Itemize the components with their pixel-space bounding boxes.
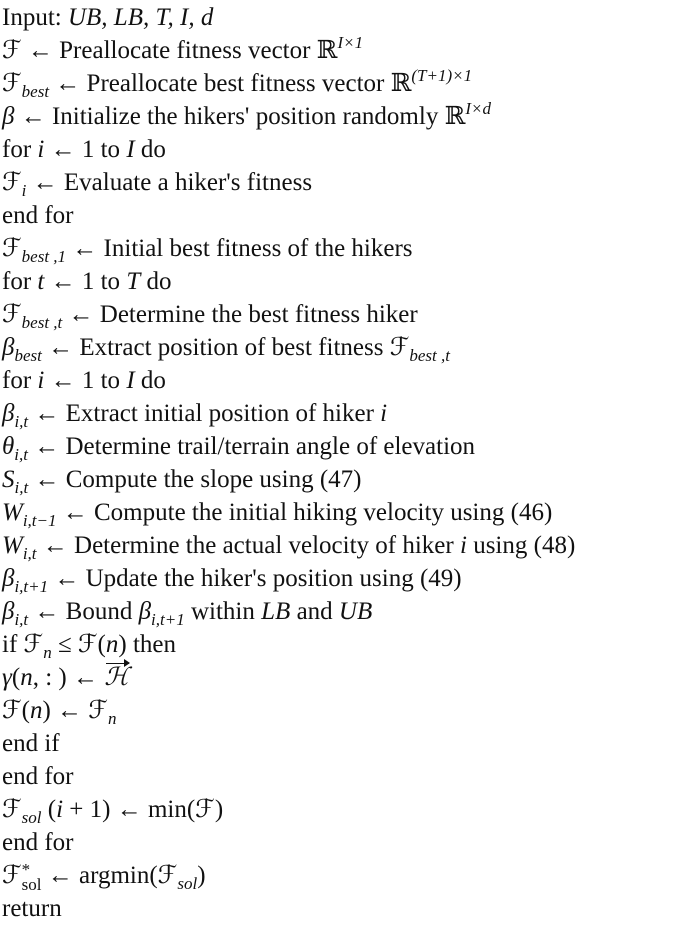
math-subscript: i,t	[14, 445, 28, 464]
algorithm-line	[2, 893, 685, 926]
algorithm-line	[2, 398, 685, 431]
math-supsub	[22, 862, 42, 892]
algorithm-line	[2, 101, 685, 134]
math-variable: I	[126, 136, 135, 163]
math-subscript: n	[43, 643, 52, 662]
algorithm-line	[2, 662, 685, 695]
math-variable: I	[126, 367, 135, 394]
math-variable: UB, LB, T, I, d	[67, 4, 214, 31]
text: ← Preallocate best fitness vector ℝ	[49, 70, 412, 97]
algorithm-line	[2, 695, 685, 728]
algorithm-line	[2, 332, 685, 365]
math-variable: T	[126, 268, 141, 295]
math-superscript: I×d	[465, 99, 491, 118]
text: end for	[2, 829, 74, 856]
math-variable: γ	[2, 664, 12, 691]
math-superscript: *	[21, 860, 31, 879]
math-variable: i	[459, 532, 467, 559]
math-subscript: n	[107, 709, 117, 728]
text: + 1) ← min(ℱ)	[63, 796, 224, 823]
math-subscript: i,t	[14, 412, 29, 431]
text: ℱ	[2, 301, 22, 328]
math-vector: ℋ	[104, 664, 129, 691]
math-variable: n	[29, 697, 43, 724]
math-variable: LB	[261, 598, 291, 625]
math-variable: t	[37, 268, 45, 295]
text: end for	[2, 202, 74, 229]
algorithm-line	[2, 35, 685, 68]
algorithm-line	[2, 596, 685, 629]
math-subscript: i	[21, 181, 27, 200]
text: using (48)	[466, 532, 576, 559]
math-subscript: best	[21, 82, 50, 101]
text: ℱ	[2, 70, 22, 97]
text: ≤ ℱ(	[51, 631, 106, 658]
algorithm-line	[2, 794, 685, 827]
text: ← Compute the initial hiking velocity using (46)	[56, 499, 553, 526]
text: ) then	[118, 631, 177, 658]
math-subscript: sol	[21, 875, 42, 894]
text: , : ) ←	[32, 664, 105, 691]
math-subscript: best ,1	[21, 247, 67, 266]
text: ℱ ← Preallocate fitness vector ℝ	[2, 37, 338, 64]
math-superscript: (T+1)×1	[411, 66, 473, 85]
text: ℱ	[2, 796, 22, 823]
text: ← Bound	[28, 598, 139, 625]
math-subscript: i,t+1	[14, 577, 49, 596]
math-variable: n	[20, 664, 33, 691]
text: ← 1 to	[44, 367, 127, 394]
algorithm-line	[2, 563, 685, 596]
math-subscript: best ,t	[21, 313, 63, 332]
text: for	[2, 136, 38, 163]
algorithm-line	[2, 497, 685, 530]
algorithm-line	[2, 464, 685, 497]
text: end if	[2, 730, 60, 757]
math-variable: W	[2, 499, 23, 526]
math-variable: n	[105, 631, 119, 658]
math-variable: i	[380, 400, 388, 427]
math-subscript: i,t	[22, 544, 37, 563]
math-subscript: best ,t	[409, 346, 450, 365]
math-variable: β	[2, 565, 15, 592]
text: ← 1 to	[44, 136, 127, 163]
text: ← Determine the best fitness hiker	[62, 301, 418, 328]
text: within	[184, 598, 262, 625]
text: ← Update the hiker's position using (49)	[48, 565, 462, 592]
algorithm-line	[2, 233, 685, 266]
text: ) ← ℱ	[42, 697, 108, 724]
text: ← Determine the actual velocity of hiker	[36, 532, 460, 559]
text: ← Evaluate a hiker's fitness	[26, 169, 313, 196]
math-variable: β	[2, 598, 15, 625]
algorithm-line	[2, 827, 685, 860]
math-variable: θ	[2, 433, 15, 460]
algorithm-line	[2, 266, 685, 299]
algorithm-line	[2, 761, 685, 794]
math-subscript: sol	[21, 808, 42, 827]
math-variable: β	[138, 598, 152, 625]
algorithm-line	[2, 68, 685, 101]
text: (	[41, 796, 57, 823]
text: ← Extract initial position of hiker	[28, 400, 381, 427]
algorithm-line	[2, 530, 685, 563]
math-subscript: i,t+1	[151, 610, 185, 629]
math-variable: β	[2, 103, 15, 130]
text: ← Determine trail/terrain angle of elevation	[27, 433, 476, 460]
algorithm-line	[2, 2, 685, 35]
math-subscript: sol	[177, 874, 198, 893]
math-variable: β	[2, 334, 15, 361]
algorithm-line	[2, 629, 685, 662]
math-subscript: i,t−1	[22, 511, 57, 530]
text: ℱ	[2, 169, 22, 196]
math-variable: W	[2, 532, 23, 559]
text: and	[290, 598, 339, 625]
math-subscript: best	[14, 346, 42, 365]
algorithm-line	[2, 365, 685, 398]
text: return	[2, 895, 62, 922]
algorithm-line	[2, 299, 685, 332]
math-variable: UB	[338, 598, 373, 625]
algorithm-line	[2, 200, 685, 233]
text: Input:	[2, 4, 68, 31]
text: do	[134, 367, 166, 394]
text: do	[140, 268, 172, 295]
math-variable: i	[37, 367, 45, 394]
algorithm-line	[2, 134, 685, 167]
text: ← Extract position of best fitness ℱ	[41, 334, 410, 361]
text: if ℱ	[2, 631, 44, 658]
text: ℱ(	[2, 697, 30, 724]
algorithm-line	[2, 860, 685, 893]
text: ← Initialize the hikers' position randomly ℝ	[14, 103, 466, 130]
text: for	[2, 367, 38, 394]
text: end for	[2, 763, 74, 790]
text: (	[11, 664, 21, 691]
algorithm-line	[2, 167, 685, 200]
text: do	[134, 136, 166, 163]
math-variable: β	[2, 400, 15, 427]
text: for	[2, 268, 38, 295]
math-subscript: i,t	[14, 478, 29, 497]
text: )	[197, 862, 206, 889]
text: ← Initial best fitness of the hikers	[66, 235, 413, 262]
math-superscript: I×1	[337, 33, 364, 52]
text: ← argmin(ℱ	[41, 862, 178, 889]
algorithm-line	[2, 431, 685, 464]
text: ← Compute the slope using (47)	[28, 466, 362, 493]
text: ← 1 to	[44, 268, 127, 295]
math-subscript: i,t	[14, 610, 29, 629]
math-variable: i	[37, 136, 45, 163]
text: ℱ	[2, 235, 22, 262]
math-variable: i	[56, 796, 64, 823]
math-variable: S	[2, 466, 15, 493]
algorithm-line	[2, 728, 685, 761]
text: ℱ	[2, 862, 22, 889]
